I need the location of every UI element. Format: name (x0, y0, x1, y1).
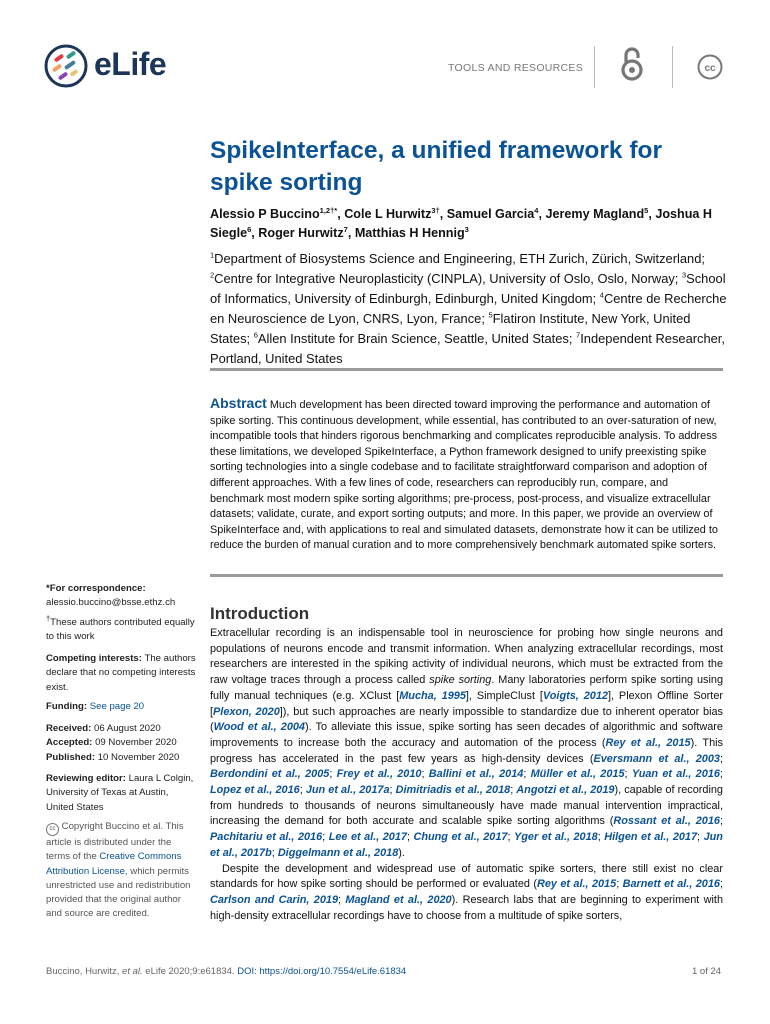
abstract-heading: Abstract (210, 395, 267, 411)
citation-link[interactable]: Rossant et al., 2016 (613, 815, 720, 828)
citation-link[interactable]: Wood et al., 2004 (213, 721, 305, 734)
header-divider (594, 46, 595, 88)
citation-link[interactable]: Müller et al., 2015 (530, 768, 625, 781)
article-category: TOOLS AND RESOURCES (448, 62, 584, 74)
affiliation-text: Flatiron Institute, New York, United States; (210, 311, 691, 346)
affiliation-number: 6 (253, 330, 258, 340)
citation-link[interactable]: Hilgen et al., 2017 (604, 831, 698, 844)
published-date: 10 November 2020 (97, 751, 180, 763)
open-access-icon[interactable] (620, 46, 644, 82)
copyright-tail: which permits unrestricted use and redistribution provided that the original author and source are credited. (46, 865, 191, 920)
header-divider-2 (672, 46, 673, 88)
creative-commons-icon[interactable] (697, 54, 723, 80)
abstract (210, 396, 723, 554)
received-date: 06 August 2020 (94, 723, 161, 734)
competing-label: Competing interests: (46, 653, 142, 664)
accepted-label: Accepted: (46, 737, 93, 749)
correspondence (46, 582, 196, 611)
cc-small-icon: cc (46, 823, 59, 836)
citation-link[interactable]: Lopez et al., 2016 (210, 784, 300, 797)
citation-link[interactable]: Yuan et al., 2016 (631, 768, 720, 781)
introduction-heading: Introduction (210, 604, 310, 623)
intro-paragraph-2: Despite the development and widespread use of automatic spike sorters, there still exist no clear standards for how spike sorting should be performed or evaluated (Rey et al., 2015; Barnett et al., 2016; Carlson and Carin, 2019; Magland et al., 2020). Research labs that are beginning to experiment with high-density extracellular recordings have to choose from a multitude of spike sorters, (210, 862, 724, 922)
citation-link[interactable]: Rey et al., 2015 (605, 736, 691, 749)
citation-link[interactable]: Rey et al., 2015 (536, 878, 617, 891)
equal-contribution-note: †These authors contributed equally to this work (46, 613, 195, 643)
competing-text: The authors declare that no competing interests exist. (46, 653, 196, 693)
footer-journal: eLife 2020;9:e61834. (142, 966, 238, 977)
copyright (46, 820, 196, 922)
citation-link[interactable]: Jun et al., 2017b (210, 831, 723, 859)
affiliation-text: Allen Institute for Brain Science, Seattle, United States; (257, 331, 577, 346)
received-label: Received: (46, 723, 92, 734)
elife-logo-icon (44, 44, 88, 88)
citation-link[interactable]: Magland et al., 2020 (345, 893, 452, 906)
correspondence-label: *For correspondence: (46, 583, 146, 594)
competing-interests (46, 652, 196, 695)
section-rule (210, 368, 723, 371)
citation-link[interactable]: Ballini et al., 2014 (428, 768, 524, 781)
citation-link[interactable]: Angotzi et al., 2019 (516, 784, 615, 797)
reviewing-editor (46, 772, 196, 815)
affiliation-number: 4 (599, 290, 604, 300)
author-name[interactable]: Matthias H Hennig (354, 225, 465, 240)
affiliation-number: 2 (210, 270, 215, 280)
author-affiliation-marker: 3† (431, 205, 440, 215)
author-affiliation-marker: 5 (644, 205, 649, 215)
introduction-body (210, 626, 723, 924)
author-list: Alessio P Buccino$^{1,2\dagger*}$, Cole L Hurwitz$^{3\dagger}$, Samuel Garcia$^4$, Jeremy Magland$^5$, Joshua H Siegle$^6$, Roger Hurwitz$^7$, Matthias H Hennig$^3$ (210, 205, 713, 240)
citation-link[interactable]: Eversmann et al., 2003 (593, 752, 720, 765)
citation-link[interactable]: Lee et al., 2017 (328, 831, 407, 844)
citation-link[interactable]: Voigts, 2012 (542, 689, 608, 702)
elife-logo[interactable] (44, 44, 184, 92)
funding-label: Funding: (46, 701, 88, 712)
intro-paragraph-1: Extracellular recording is an indispensable tool in neuroscience for probing how single neurons and populations of neurons encode and transmit information. When analyzing extracellular recordings, most researchers are interested in the spiking activity of individual neurons, which must be extracted from the raw voltage traces through a process called spike sorting. Many laboratories perform spike sorting using fully manual techniques (e.g. XClust [Mucha, 1995], SimpleClust [Voigts, 2012], Plexon Offline Sorter [Plexon, 2020]), but such approaches are nearly impossible to standardize due to inherent operator bias (Wood et al., 2004). To alleviate this issue, spike sorting has seen decades of algorithmic and software improvements to increase both the accuracy and automation of the process (Rey et al., 2015). This progress has accelerated in the past few years as high-density devices (Eversmann et al., 2003; Berdondini et al., 2005; Frey et al., 2010; Ballini et al., 2014; Müller et al., 2015; Yuan et al., 2016; Lopez et al., 2016; Jun et al., 2017a; Dimitriadis et al., 2018; Angotzi et al., 2019), capable of recording from hundreds to thousands of neurons simultaneously have made manual intervention impractical, increasing the demand for both accurate and scalable spike sorting algorithms (Rossant et al., 2016; Pachitariu et al., 2016; Lee et al., 2017; Chung et al., 2017; Yger et al., 2018; Hilgen et al., 2017; Jun et al., 2017b; Diggelmann et al., 2018). (210, 627, 724, 859)
editor-text: Laura L Colgin, University of Texas at Austin, United States (46, 773, 194, 813)
affiliation-number: 3 (681, 270, 687, 280)
affiliation-text: School of Informatics, University of Edinburgh, Edinburgh, United Kingdom; (210, 271, 726, 306)
affiliation-number: 7 (576, 330, 581, 340)
page-number: 1 of 24 (692, 966, 722, 977)
author-name[interactable]: Samuel Garcia (446, 207, 535, 221)
citation-link[interactable]: Frey et al., 2010 (336, 768, 422, 781)
elife-logo-text: eLife (94, 46, 167, 82)
citation-link[interactable]: Plexon, 2020 (213, 705, 280, 718)
license-link[interactable]: Creative Commons Attribution License, (46, 851, 182, 877)
svg-text:cc: cc (704, 63, 716, 74)
citation-link[interactable]: Berdondini et al., 2005 (210, 768, 330, 781)
equal-note-text: These authors contributed equally to this work (46, 617, 195, 643)
author-name[interactable]: Jeremy Magland (545, 207, 645, 221)
author-name[interactable]: Alessio P Buccino (210, 207, 320, 221)
funding-link[interactable]: See page 20 (89, 701, 145, 712)
author-affiliation-marker: 4 (534, 205, 539, 215)
author-affiliation-marker: 1,2†* (319, 205, 338, 215)
published-label: Published: (46, 751, 96, 763)
citation-link[interactable]: Mucha, 1995 (399, 689, 466, 702)
footer-doi-link[interactable]: DOI: https://doi.org/10.7554/eLife.61834 (237, 966, 407, 977)
citation-link[interactable]: Chung et al., 2017 (413, 831, 508, 844)
author-affiliation-marker: 6 (247, 224, 252, 234)
author-affiliation-marker: 3 (464, 224, 469, 234)
author-name[interactable]: Roger Hurwitz (258, 225, 344, 240)
affiliation-text: Centre for Integrative Neuroplasticity (CINPLA), University of Oslo, Oslo, Norway; (214, 271, 682, 286)
author-affiliation-marker: 7 (343, 224, 348, 234)
dates (46, 722, 196, 765)
affiliation-text: Department of Biosystems Science and Engineering, ETH Zurich, Zürich, Switzerland; (214, 251, 705, 266)
editor-label: Reviewing editor: (46, 773, 126, 784)
footer-authors: Buccino, Hurwitz, (46, 966, 123, 977)
citation-link[interactable]: Diggelmann et al., 2018 (277, 846, 399, 859)
citation-link[interactable]: Dimitriadis et al., 2018 (395, 784, 511, 797)
article-title: SpikeInterface, a unified framework for spike sorting (210, 137, 663, 196)
affiliations (210, 249, 730, 369)
section-rule-2 (210, 574, 723, 577)
affiliation-number: 5 (488, 310, 493, 320)
accepted-date: 09 November 2020 (95, 737, 177, 749)
emphasis-text: spike sorting (429, 674, 492, 687)
affiliation-number: 1 (210, 250, 215, 260)
correspondence-email[interactable]: alessio.buccino@bsse.ethz.ch (46, 597, 176, 609)
affiliation-text: Independent Researcher, Portland, United States (210, 331, 725, 366)
copyright-text: Copyright Buccino et al. This article is distributed under the terms of the (46, 821, 184, 863)
citation-link[interactable]: Barnett et al., 2016 (622, 878, 720, 891)
affiliation-text: Centre de Recherche en Neuroscience de Lyon, CNRS, Lyon, France; (210, 291, 727, 326)
funding (46, 700, 196, 714)
author-name[interactable]: Cole L Hurwitz (344, 207, 432, 221)
citation-link[interactable]: Jun et al., 2017a (305, 784, 390, 797)
citation-link[interactable]: Carlson and Carin, 2019 (210, 893, 339, 906)
citation-link[interactable]: Yger et al., 2018 (514, 831, 598, 844)
footer-etal: et al. (122, 966, 143, 977)
citation-link[interactable]: Pachitariu et al., 2016 (210, 831, 323, 844)
abstract-text: Much development has been directed toward improving the performance and automation of spike sorting. This continuous development, while essential, has contributed to an over-saturation of new, incompatible tools that hinders rigorous benchmarking and complicates reproducible analysis. To address these limitations, we developed SpikeInterface, a Python framework designed to unify preexisting spike sorting technologies into a single codebase and to facilitate straightforward comparison and adoption of different approaches. With a few lines of code, researchers can reproducibly run, compare, and benchmark most modern spike sorting algorithms; pre-process, post-process, and visualize extracellular datasets; validate, curate, and export sorting outputs; and more. In this paper, we provide an overview of SpikeInterface and, with applications to real and simulated datasets, demonstrate how it can be utilized to reduce the burden of manual curation and to more comprehensively benchmark automated spike sorters. (210, 399, 718, 552)
author-name[interactable]: Joshua H Siegle (210, 207, 713, 240)
footer-citation (46, 966, 406, 977)
